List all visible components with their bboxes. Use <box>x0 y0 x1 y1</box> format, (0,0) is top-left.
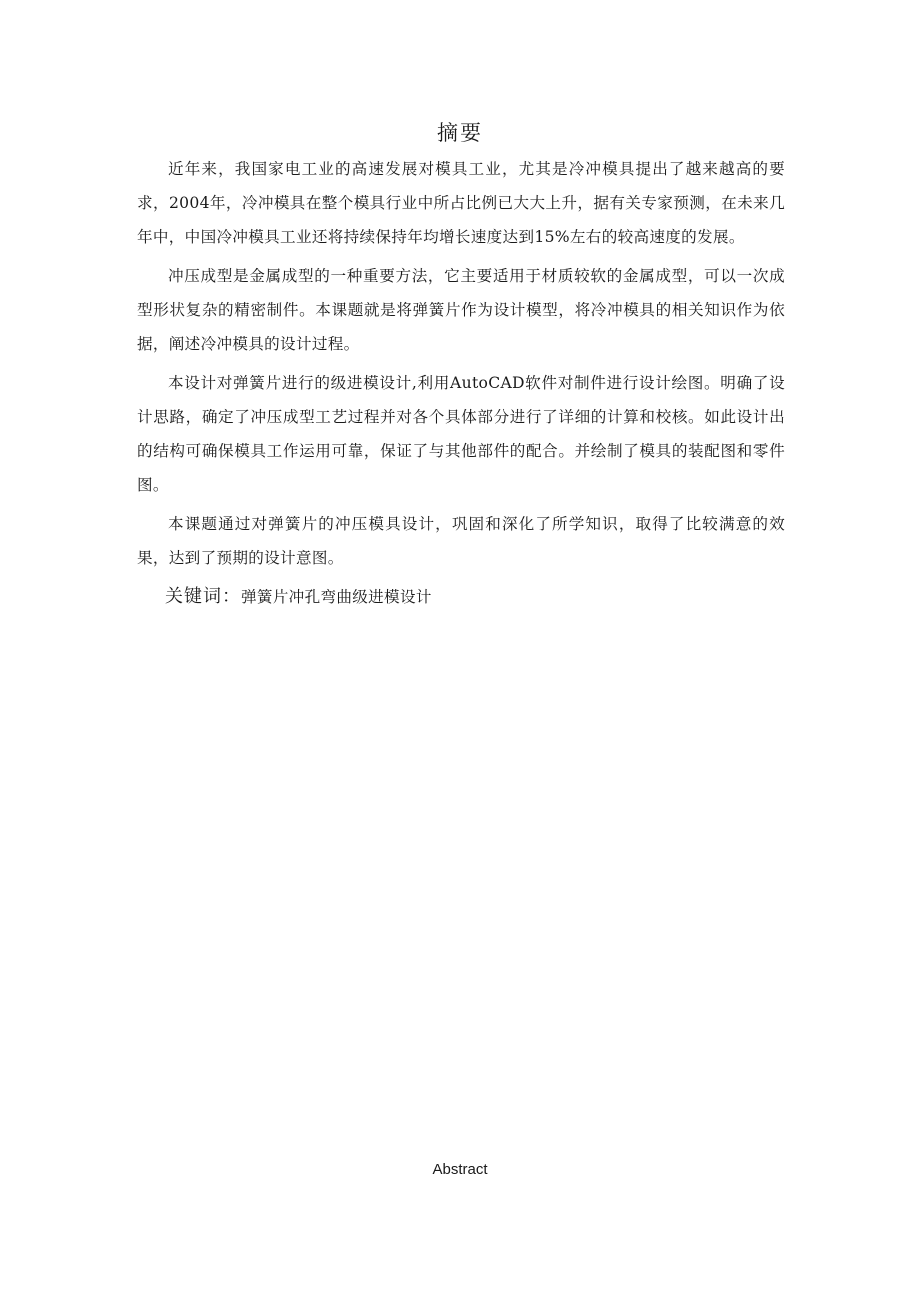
keywords-line <box>137 581 785 613</box>
paragraph-1: 近年来，我国家电工业的高速发展对模具工业，尤其是冷冲模具提出了越来越高的要求，2004年，冷冲模具在整个模具行业中所占比例已大大上升，据有关专家预测，在未来几年中，中国冷冲模具工业还将持续保持年均增长速度达到15%左右的较高速度的发展。 <box>137 160 785 246</box>
keywords-label: 关键词： <box>165 586 241 607</box>
paragraph-2: 冲压成型是金属成型的一种重要方法，它主要适用于材质较软的金属成型，可以一次成型形状复杂的精密制件。本课题就是将弹簧片作为设计模型，将冷冲模具的相关知识作为依据，阐述冷冲模具的设计过程。 <box>137 267 785 353</box>
paragraph-4: 本课题通过对弹簧片的冲压模具设计，巩固和深化了所学知识，取得了比较满意的效果，达到了预期的设计意图。 <box>137 515 785 567</box>
keywords-value: 弹簧片冲孔弯曲级进模设计 <box>241 588 432 606</box>
abstract-body <box>137 152 785 613</box>
page-title: 摘要 <box>437 121 483 145</box>
paragraph-3: 本设计对弹簧片进行的级进模设计,利用AutoCAD软件对制件进行设计绘图。明确了设计思路，确定了冲压成型工艺过程并对各个具体部分进行了详细的计算和校核。如此设计出的结构可确保模具工作运用可靠，保证了与其他部件的配合。并绘制了模具的装配图和零件图。 <box>137 374 785 494</box>
abstract-heading: Abstract <box>432 1161 488 1178</box>
